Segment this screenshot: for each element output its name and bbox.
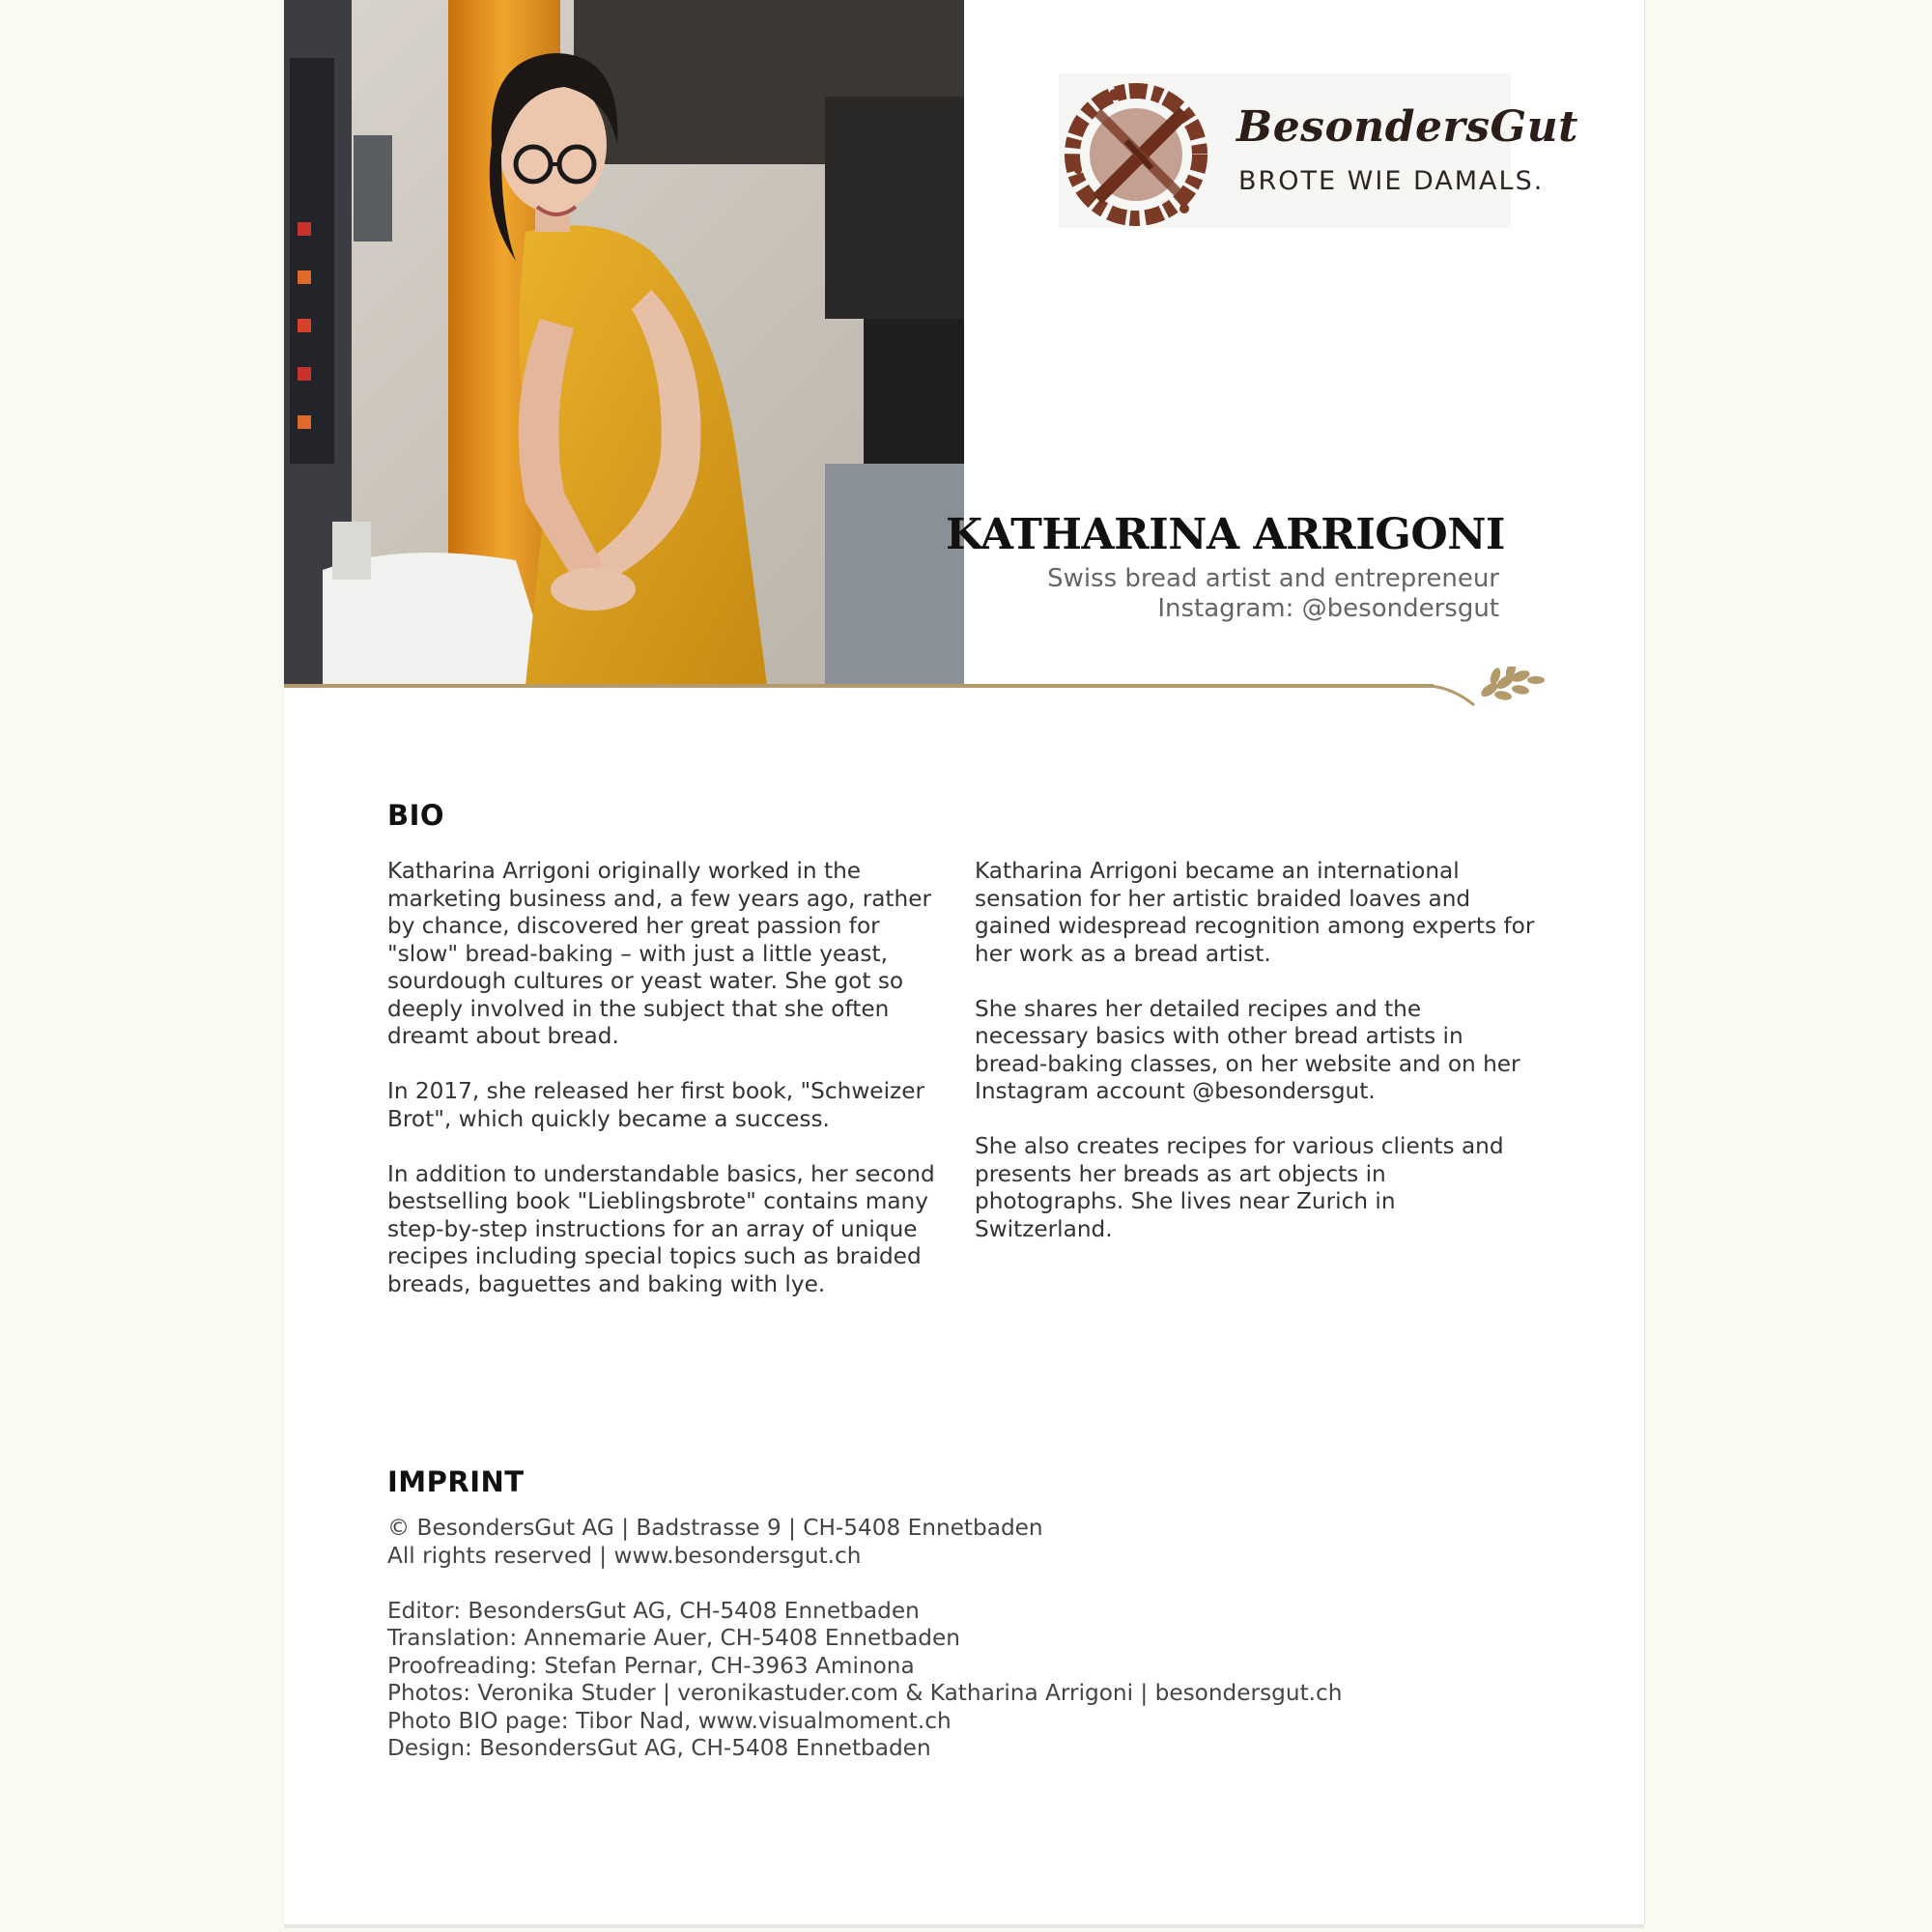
person-name: KATHARINA ARRIGONI [945, 510, 1505, 559]
wheat-icon [1479, 667, 1545, 701]
bio-paragraph: In 2017, she released her first book, "Schweizer Brot", which quickly became a success. [387, 1078, 924, 1132]
imprint-copyright: © BesondersGut AG | Badstrasse 9 | CH-5408 Ennetbaden [387, 1515, 1043, 1541]
imprint-editor: Editor: BesondersGut AG, CH-5408 Ennetbaden [387, 1597, 920, 1624]
document-page [284, 0, 1644, 1924]
bio-paragraph: She shares her detailed recipes and the necessary basics with other bread artists in bread-baking classes, on her website and on her Instagram account @besondersgut. [975, 995, 1520, 1104]
person-role: Swiss bread artist and entrepreneur [1047, 564, 1499, 593]
imprint-photos: Photos: Veronika Studer | veronikastuder.com & Katharina Arrigoni | besondersgut.ch [387, 1680, 1343, 1706]
imprint-rights: All rights reserved | www.besondersgut.ch [387, 1542, 862, 1569]
portrait-photo [284, 0, 964, 685]
logo-wordmark: BesondersGut [1236, 102, 1578, 152]
logo-tagline: BROTE WIE DAMALS. [1238, 166, 1545, 196]
bio-paragraph: She also creates recipes for various clients and presents her breads as art objects in photographs. She lives near Zurich in Switzerland. [975, 1133, 1504, 1242]
bio-column-left [387, 858, 938, 1326]
person-instagram: Instagram: @besondersgut [1157, 594, 1499, 623]
imprint-photo-bio: Photo BIO page: Tibor Nad, www.visualmoment.ch [387, 1707, 952, 1734]
bio-paragraph: Katharina Arrigoni originally worked in the marketing business and, a few years ago, rather by chance, discovered her great passion for "slow" bread-baking – with just a little yeast, sourdough cultures or yeast water. She got so deeply involved in the subject that she often dreamt about bread. [387, 858, 932, 1049]
imprint-block [387, 1515, 1342, 1763]
portrait-illustration [284, 0, 964, 685]
person-subtitle [1047, 564, 1499, 624]
bio-column-right [975, 858, 1535, 1271]
bio-paragraph: In addition to understandable basics, her second bestselling book "Lieblingsbrote" contains many step-by-step instructions for an array of unique recipes including special topics such as braided breads, baguettes and baking with lye. [387, 1160, 935, 1297]
imprint-proofreading: Proofreading: Stefan Pernar, CH-3963 Aminona [387, 1652, 915, 1679]
imprint-heading: IMPRINT [387, 1465, 525, 1498]
gold-divider [284, 667, 1644, 711]
page-bottom-edge [284, 1924, 1644, 1928]
bread-seal-icon [1059, 73, 1223, 228]
bio-heading: BIO [387, 799, 445, 832]
imprint-design: Design: BesondersGut AG, CH-5408 Ennetbaden [387, 1735, 931, 1761]
imprint-translation: Translation: Annemarie Auer, CH-5408 Ennetbaden [387, 1625, 960, 1651]
bio-paragraph: Katharina Arrigoni became an international sensation for her artistic braided loaves and gained widespread recognition among experts for her work as a bread artist. [975, 858, 1535, 967]
brand-logo [1059, 73, 1578, 228]
